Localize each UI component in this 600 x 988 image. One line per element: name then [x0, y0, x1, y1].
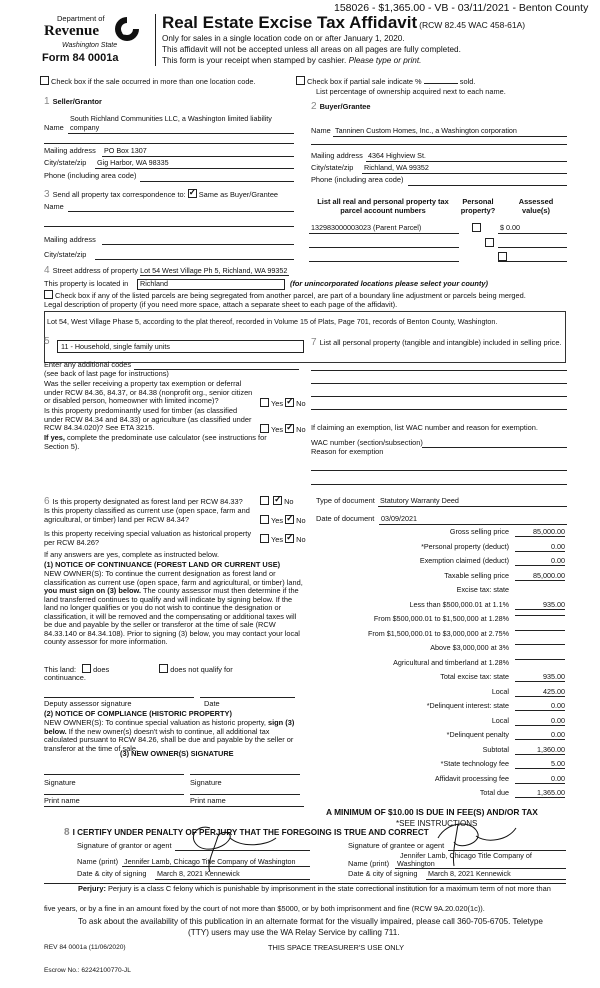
- section4-street-row: [44, 265, 289, 277]
- tax-row-amount[interactable]: 425.00: [515, 688, 565, 697]
- buyer-name-rule: [333, 136, 567, 137]
- grantee-date-value[interactable]: March 8, 2021 Kennewick: [428, 869, 511, 878]
- owner-signature-2-field[interactable]: [190, 774, 300, 775]
- section8-number: 8: [64, 827, 70, 838]
- use-code-field[interactable]: 11 - Household, single family units: [57, 340, 304, 353]
- segregation-checkbox[interactable]: [44, 290, 53, 299]
- tax-row-label: *Personal property (deduct): [421, 541, 509, 551]
- grantor-name-rule: [122, 866, 310, 867]
- segregation-label: Check box if any of the listed parcels are being segregated from another parcel, are part of a boundary line adjustment or parcels being merged.: [55, 291, 526, 300]
- q-current-use-yes[interactable]: [260, 515, 269, 524]
- corr-mailing-label: Mailing address: [44, 235, 96, 244]
- multiple-locations-checkbox[interactable]: [40, 76, 49, 85]
- doc-date-label: Date of document: [316, 514, 375, 523]
- tax-row-label: Exemption claimed (deduct): [419, 556, 509, 565]
- corr-city-label: City/state/zip: [44, 250, 87, 259]
- buyer-city-value[interactable]: Richland, WA 99352: [364, 163, 429, 172]
- wac-number-label: WAC number (section/subsection): [311, 438, 423, 447]
- q-forest-text: Is this property designated as forest land per RCW 84.33?: [52, 497, 243, 506]
- doc-type-rule: [378, 506, 567, 507]
- this-land-label: This land:: [44, 665, 77, 674]
- notice2-text-bold: sign (3) below.: [44, 718, 295, 736]
- q-timber-note: [44, 434, 274, 451]
- does-not-checkbox[interactable]: [159, 664, 168, 673]
- personal-property-rule-3[interactable]: [311, 396, 567, 397]
- multiple-locations-check-row: [40, 76, 256, 87]
- notice1-body: [44, 570, 304, 647]
- tax-row-amount[interactable]: 0.00: [515, 775, 565, 784]
- corr-mailing-field[interactable]: [102, 244, 294, 245]
- notice1-text-a: NEW OWNER(S): To continue the current designation as forest land or classification as current use (open space, farm and agricultural, or timber) land,: [44, 569, 303, 587]
- does-checkbox[interactable]: [82, 664, 91, 673]
- partial-sale-label: Check box if partial sale indicate %: [307, 77, 422, 86]
- notice2-body: [44, 719, 302, 753]
- tax-row-label: Total due: [479, 788, 509, 797]
- q-exemption-no[interactable]: [285, 398, 294, 407]
- seller-name-rule: [68, 133, 294, 134]
- parcel-rule-2[interactable]: [309, 247, 459, 248]
- yes-label: Yes: [271, 516, 284, 525]
- tax-row-amount[interactable]: 0.00: [515, 543, 565, 552]
- notice1-title: (1) NOTICE OF CONTINUANCE (FOREST LAND OR CURRENT USE): [44, 560, 281, 569]
- tax-row-label: Local: [491, 686, 509, 696]
- notice1-text-bold: you must sign on (3) below.: [44, 586, 142, 596]
- no-label: No: [284, 497, 294, 506]
- form-title: [162, 13, 525, 33]
- partial-sale-note: List percentage of ownership acquired next to each name.: [316, 87, 506, 96]
- doc-date-rule: [379, 524, 567, 525]
- owner-print-2-label: Print name: [190, 796, 226, 805]
- personal-prop-checkbox-3[interactable]: [498, 252, 507, 261]
- grantor-signature-label: Signature of grantor or agent: [77, 841, 172, 850]
- perjury-line2: five years, or by a fine in an amount fixed by the court of not more than $5000, or by both imprisonment and fine (RCW 9A.20.020(1c)).: [44, 904, 485, 913]
- yes-label: Yes: [271, 535, 284, 544]
- grantor-date-value[interactable]: March 8, 2021 Kennewick: [157, 869, 240, 878]
- assessed-rule-3[interactable]: [498, 261, 567, 262]
- multiple-locations-label: Check box if the sale occurred in more than one location code.: [51, 77, 256, 86]
- buyer-mailing-value[interactable]: 4364 Highview St.: [368, 151, 426, 160]
- q-forest-no[interactable]: [273, 496, 282, 505]
- assessed-rule-2[interactable]: [498, 247, 567, 248]
- assessed-rule-1: [498, 233, 567, 234]
- perjury-line1: [78, 885, 551, 894]
- title-line2: This affidavit will not be accepted unless all areas on all pages are fully completed.: [162, 45, 461, 54]
- owner-print-1-label: Print name: [44, 796, 80, 805]
- tax-row-label: Above $3,000,000 at 3%: [430, 643, 509, 652]
- owner-print-2-field[interactable]: [190, 794, 300, 795]
- yes-label: Yes: [271, 399, 284, 408]
- tax-row-label: Agricultural and timberland at 1.28%: [393, 657, 509, 667]
- wac-claim-label: If claiming an exemption, list WAC number and reason for exemption.: [311, 423, 538, 432]
- buyer-mailing-label: Mailing address: [311, 151, 363, 160]
- section2-heading: [311, 101, 371, 113]
- tax-row-label: Subtotal: [482, 744, 509, 754]
- legal-description-value: Lot 54, West Village Phase 5, according to the plat thereof, recorded in Volume 15 of Plats, Page 701, records of Benton County, Washington.: [47, 317, 498, 326]
- grantee-name-line2[interactable]: Washington: [397, 859, 435, 868]
- reason-rule-2[interactable]: [311, 484, 567, 485]
- corr-extra-rule: [44, 226, 294, 227]
- owner-signature-2-label: Signature: [190, 778, 222, 787]
- tax-row-amount[interactable]: [515, 644, 565, 645]
- tax-row-amount[interactable]: [515, 659, 565, 660]
- seller-phone-label: Phone (including area code): [44, 171, 137, 180]
- personal-property-label: [311, 337, 569, 349]
- tax-row-amount[interactable]: 5.00: [515, 760, 565, 769]
- title-line3-italic: Please type or print.: [348, 56, 422, 65]
- minimum-due-note: A MINIMUM OF $10.00 IS DUE IN FEE(S) AND/OR TAX: [326, 807, 538, 817]
- additional-codes-note: (see back of last page for instructions): [44, 369, 169, 378]
- owner-signature-1-label: Signature: [44, 778, 76, 787]
- tax-row-label: Excise tax: state: [456, 585, 509, 594]
- deputy-date-field[interactable]: [200, 697, 295, 698]
- q-historic-no[interactable]: [285, 534, 294, 543]
- section4-number: 4: [44, 265, 50, 276]
- grantee-date-rule: [426, 879, 566, 880]
- partial-sale-check-row: [296, 76, 475, 87]
- personal-property-rule-4[interactable]: [311, 409, 567, 410]
- assessed-value-1[interactable]: $ 0.00: [500, 223, 520, 232]
- tax-row-label: Less than $500,000.01 at 1.1%: [409, 599, 509, 609]
- located-label: This property is located in: [44, 279, 129, 288]
- does-not-label: does not qualify for: [170, 665, 233, 674]
- if-yes: If yes,: [44, 433, 65, 442]
- tax-row-amount[interactable]: 935.00: [515, 601, 565, 610]
- tax-row-label: Taxable selling price: [444, 570, 509, 580]
- grantee-name-label: Name (print): [348, 859, 390, 868]
- grantor-name-label: Name (print): [77, 857, 119, 866]
- tax-row-label: Gross selling price: [449, 527, 509, 536]
- if-any-yes: If any answers are yes, complete as instructed below.: [44, 550, 219, 559]
- title-line1: Only for sales in a single location code on or after January 1, 2020.: [162, 34, 405, 43]
- owner-signature-1-field[interactable]: [44, 774, 184, 775]
- perjury-bold: Perjury:: [78, 884, 106, 893]
- escrow-number: Escrow No.: 62242100770-JL: [44, 967, 131, 974]
- tax-row-label: *Delinquent interest: state: [426, 701, 509, 710]
- located-select[interactable]: Richland: [137, 279, 285, 290]
- tax-row-amount[interactable]: [515, 615, 565, 616]
- section2-title: Buyer/Grantee: [319, 102, 371, 111]
- tax-row-amount[interactable]: 1,365.00: [515, 789, 565, 798]
- q-historic-yesno: [260, 534, 306, 545]
- q-timber: Is this property predominantly used for timber (as classified under RCW 84.34 and 84.33) or agriculture (as classified under RCW 84.34.020)? See ETA 3215.: [44, 406, 252, 433]
- notice2-text-a: NEW OWNER(S): To continue special valuation as historic property,: [44, 718, 266, 727]
- perjury-text: Perjury is a class C felony which is punishable by imprisonment in the state correctional institution for a maximum term of not more than: [108, 884, 551, 893]
- title-line3-text: This form is your receipt when stamped by cashier.: [162, 56, 347, 65]
- seller-mailing-rule: [102, 156, 294, 157]
- partial-sale-checkbox[interactable]: [296, 76, 305, 85]
- title-citation: (RCW 82.45 WAC 458-61A): [419, 20, 526, 30]
- section5-num: 5: [44, 336, 50, 347]
- notice2-text-b: If the new owner(s) doesn't wish to continue, all additional tax calculated pursuant to RCW 84.26, shall be due and payable by the seller or transferor at the time of sale.: [44, 726, 294, 753]
- yes-label: Yes: [271, 425, 284, 434]
- certify-text: I CERTIFY UNDER PENALTY OF PERJURY THAT THE FOREGOING IS TRUE AND CORRECT: [72, 828, 429, 837]
- personal-prop-checkbox-2[interactable]: [485, 238, 494, 247]
- buyer-phone-label: Phone (including area code): [311, 175, 404, 184]
- corr-city-field[interactable]: [95, 259, 294, 260]
- section3-number: 3: [44, 189, 50, 200]
- grantee-name-line1[interactable]: Jennifer Lamb, Chicago Title Company of: [400, 851, 532, 860]
- buyer-name-value[interactable]: Tanninen Custom Homes, Inc., a Washington corporation: [335, 126, 517, 135]
- continuance-label: continuance.: [44, 673, 86, 682]
- q-current-use: Is this property classified as current use (open space, farm and agricultural, or timber) land per RCW 84.34?: [44, 506, 250, 524]
- personal-property-rule-2[interactable]: [311, 383, 567, 384]
- tax-row-amount[interactable]: 0.00: [515, 702, 565, 711]
- same-as-buyer-label: Same as Buyer/Grantee: [198, 190, 279, 199]
- q-historic-yes[interactable]: [260, 534, 269, 543]
- doc-date-value[interactable]: 03/09/2021: [381, 514, 417, 523]
- personal-property-text: List all personal property (tangible and intangible) included in selling price.: [319, 338, 562, 347]
- header-divider: [155, 14, 156, 66]
- deputy-signature-label: Deputy assessor signature: [44, 699, 132, 708]
- section1-number: 1: [44, 96, 50, 107]
- q-current-use-no[interactable]: [285, 515, 294, 524]
- seller-mailing-label: Mailing address: [44, 146, 96, 155]
- deputy-date-label: Date: [204, 699, 220, 708]
- no-label: No: [296, 425, 306, 434]
- assessed-col-header: Assessed value(s): [518, 197, 554, 215]
- seller-name-line2[interactable]: company: [70, 123, 100, 132]
- seller-city-value[interactable]: Gig Harbor, WA 98335: [97, 158, 169, 167]
- form-number: Form 84 0001a: [42, 52, 119, 64]
- seller-extra-rule: [44, 143, 294, 144]
- parcel-number-1[interactable]: 132983000003023 (Parent Parcel): [311, 223, 422, 232]
- tax-row-label: *State technology fee: [440, 759, 509, 768]
- doc-type-value[interactable]: Statutory Warranty Deed: [380, 496, 459, 505]
- tax-row-label: *Delinquent penalty: [446, 730, 509, 739]
- section8-top-rule: [44, 806, 304, 807]
- same-as-buyer-checkbox[interactable]: [188, 189, 197, 198]
- parcel-col-header: List all real and personal property tax parcel account numbers: [317, 197, 449, 215]
- buyer-name-label: Name: [311, 126, 331, 135]
- seller-name-line1: South Richland Communities LLC, a Washington limited liability: [70, 114, 272, 123]
- see-instructions: *SEE INSTRUCTIONS: [396, 819, 478, 828]
- section3-heading: [44, 189, 278, 201]
- tax-row-amount[interactable]: [515, 630, 565, 631]
- q-timber-no[interactable]: [285, 424, 294, 433]
- q-exemption-yes[interactable]: [260, 398, 269, 407]
- alternate-format-line1: To ask about the availability of this publication in an alternate format for the visually impaired, please call 360-705-6705. Teletype: [78, 917, 543, 926]
- predominate-note: complete the predominate use calculator (see instructions for Section 5).: [44, 433, 267, 451]
- reason-label: Reason for exemption: [311, 447, 384, 456]
- q-current-use-yesno: [260, 515, 306, 526]
- grantor-date-rule: [155, 879, 310, 880]
- revenue-logo-icon: [112, 15, 142, 43]
- buyer-city-rule: [362, 173, 567, 174]
- section3-send-label: Send all property tax correspondence to:: [52, 190, 186, 199]
- notice1-text-b: The county assessor must then determine if the land transferred continues to qualify and will indicate by signing below. If the land no longer qualifies or you do not wish to continue the designation or classification, it will be removed and the compensating or additional taxes will be due and payable by the seller or transferor at the time of sale (RCW 84.33.140 or 84.34.108). Prior to signing (3) below, you may contact your local county assessor for more information.: [44, 586, 300, 647]
- alternate-format-line2: (TTY) users may use the WA Relay Service by calling 711.: [188, 928, 400, 937]
- partial-sale-suffix: sold.: [459, 77, 476, 86]
- logo-revenue: Revenue: [44, 23, 99, 39]
- unincorporated-note: (for unincorporated locations please select your county): [290, 279, 488, 288]
- does-label: does: [93, 665, 110, 674]
- segregation-row: [44, 290, 526, 301]
- no-label: No: [296, 535, 306, 544]
- legal-description-label: Legal description of property (if you need more space, attach a separate sheet to each page of the affidavit).: [44, 300, 398, 309]
- grantee-date-label: Date & city of signing: [348, 869, 418, 878]
- buyer-phone-field[interactable]: [408, 185, 567, 186]
- parcel-rule-1: [309, 233, 459, 234]
- tax-row-label: Local: [491, 715, 509, 725]
- tax-row-amount[interactable]: 935.00: [515, 673, 565, 682]
- personal-prop-col-header: Personal property?: [460, 197, 496, 215]
- wac-number-field[interactable]: [422, 447, 567, 448]
- revision-label: REV 84 0001a (11/06/2020): [44, 944, 126, 951]
- tax-row-label: Total excise tax: state: [440, 672, 509, 681]
- notice2-title: (2) NOTICE OF COMPLIANCE (HISTORIC PROPERTY): [44, 709, 232, 718]
- seller-name-label: Name: [44, 123, 64, 132]
- buyer-mailing-rule: [366, 161, 567, 162]
- additional-codes-label: Enter any additional codes: [44, 360, 132, 369]
- section2-number: 2: [311, 101, 317, 112]
- no-label: No: [296, 516, 306, 525]
- dor-logo: [40, 12, 150, 72]
- tax-row-amount[interactable]: 85,000.00: [515, 528, 565, 537]
- section1-heading: [44, 96, 102, 108]
- q-historic: Is this property receiving special valuation as historical property per RCW 84.26?: [44, 529, 252, 547]
- section5-number: [44, 336, 53, 348]
- buyer-city-label: City/state/zip: [311, 163, 354, 172]
- grantor-handwritten-signature-icon: [170, 820, 290, 876]
- section1-title: Seller/Grantor: [52, 97, 102, 106]
- owner-print-1-field[interactable]: [44, 794, 184, 795]
- notice3-title: (3) NEW OWNER(S) SIGNATURE: [120, 749, 234, 758]
- q-timber-yes[interactable]: [260, 424, 269, 433]
- deputy-signature-field[interactable]: [44, 697, 194, 698]
- treasurer-use-label: THIS SPACE TREASURER'S USE ONLY: [268, 943, 405, 952]
- seller-city-label: City/state/zip: [44, 158, 87, 167]
- tax-row-label: Affidavit processing fee: [434, 773, 509, 783]
- grantee-signature-label: Signature of grantee or agent: [348, 841, 445, 850]
- corr-name-label: Name: [44, 202, 64, 211]
- seller-phone-field[interactable]: [140, 181, 294, 182]
- tax-row-amount[interactable]: 85,000.00: [515, 572, 565, 581]
- title-line3: [162, 56, 421, 65]
- q-forest-yes[interactable]: [260, 496, 269, 505]
- q-exemption: Was the seller receiving a property tax exemption or deferral under RCW 84.36, 84.37, or 84.38 (nonprofit org., senior citizen or disabled person, homeowner with limited income)?: [44, 379, 253, 406]
- seller-city-rule: [95, 168, 294, 169]
- reason-rule-1[interactable]: [311, 470, 567, 471]
- tax-row-amount[interactable]: 0.00: [515, 717, 565, 726]
- buyer-extra-rule: [311, 144, 567, 145]
- section6-number: 6: [44, 496, 50, 507]
- tax-row-amount[interactable]: 0.00: [515, 731, 565, 740]
- no-label: No: [296, 399, 306, 408]
- seller-mailing-value[interactable]: PO Box 1307: [104, 146, 147, 155]
- section7-number: 7: [311, 337, 317, 348]
- title-main: Real Estate Excise Tax Affidavit: [162, 13, 418, 32]
- tax-row-amount[interactable]: 0.00: [515, 557, 565, 566]
- personal-prop-checkbox-1[interactable]: [472, 223, 481, 232]
- grantor-name-value[interactable]: Jennifer Lamb, Chicago Title Company of Washington: [124, 857, 296, 866]
- tax-row-label: From $1,500,000.01 to $3,000,000 at 2.75%: [367, 628, 509, 638]
- grantor-date-label: Date & city of signing: [77, 869, 147, 878]
- q-exemption-yesno: [260, 398, 306, 409]
- logo-department: Department of: [57, 14, 105, 23]
- partial-sale-percent-field[interactable]: [424, 83, 458, 84]
- logo-state: Washington State: [62, 42, 118, 49]
- q-forest-yesno: [260, 496, 294, 507]
- recording-stamp: 158026 - $1,365.00 - VB - 03/11/2021 - Benton County: [334, 2, 589, 14]
- parcel-rule-3[interactable]: [309, 261, 459, 262]
- tax-row-amount[interactable]: 1,360.00: [515, 746, 565, 755]
- corr-name-field[interactable]: [68, 211, 294, 212]
- personal-property-rule-1[interactable]: [311, 370, 567, 371]
- doc-type-label: Type of document: [316, 496, 375, 505]
- street-value[interactable]: Lot 54 West Village Ph 5, Richland, WA 99352: [140, 266, 288, 275]
- street-label: Street address of property: [52, 266, 139, 275]
- tax-row-label: From $500,000.01 to $1,500,000 at 1.28%: [373, 614, 509, 623]
